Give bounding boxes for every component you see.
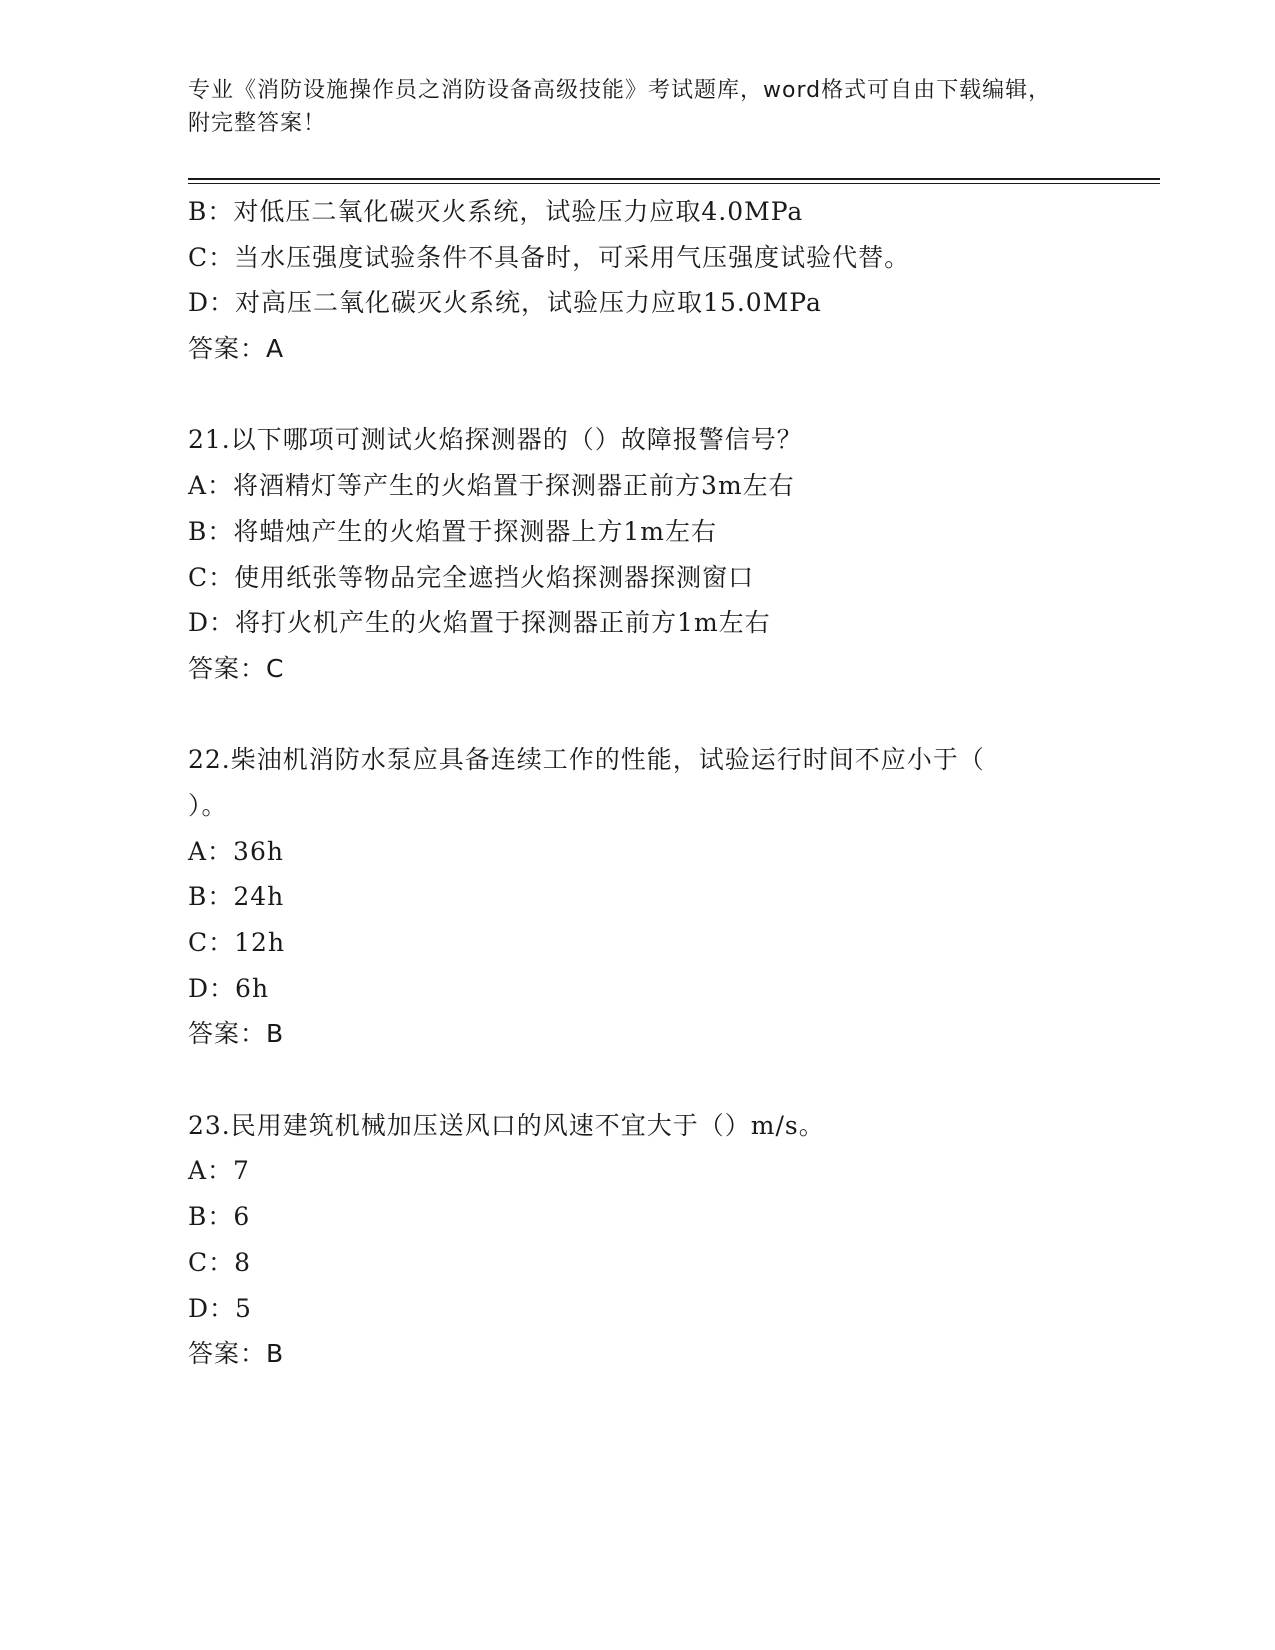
answer-line: 答案：A (188, 334, 285, 364)
answer-line: 答案：B (188, 1019, 285, 1049)
question-text: 21.以下哪项可测试火焰探测器的（）故障报警信号？ (188, 425, 803, 455)
option-b: B：6 (188, 1202, 251, 1232)
question-text-line-2: ）。 (188, 790, 228, 820)
option-a: A：将酒精灯等产生的火焰置于探测器正前方3m左右 (188, 471, 795, 501)
spacer (188, 1057, 1088, 1103)
question-text-line-1: 22.柴油机消防水泵应具备连续工作的性能，试验运行时间不应小于（ (188, 745, 985, 775)
header-divider-thick (188, 178, 1160, 180)
option-b: B：对低压二氧化碳灭火系统，试验压力应取4.0MPa (188, 197, 804, 226)
question-block-22 (188, 737, 1088, 1057)
answer-line: 答案：C (188, 653, 285, 683)
spacer (188, 692, 1088, 738)
option-d: D：5 (188, 1293, 252, 1323)
option-b: B：24h (188, 882, 285, 912)
header-divider-thin (188, 183, 1160, 184)
question-text: 23.民用建筑机械加压送风口的风速不宜大于（）m/s。 (188, 1110, 825, 1140)
option-d: D：将打火机产生的火焰置于探测器正前方1m左右 (188, 608, 771, 638)
option-d: D：对高压二氧化碳灭火系统，试验压力应取15.0MPa (188, 288, 822, 318)
question-block-23 (188, 1103, 1088, 1377)
document-header-title: 专业《消防设施操作员之消防设备高级技能》考试题库，word格式可自由下载编辑，附完整答案！ (188, 78, 1052, 136)
answer-line: 答案：B (188, 1339, 285, 1369)
option-d: D：6h (188, 973, 270, 1003)
option-a: A：7 (188, 1156, 250, 1186)
question-content (188, 189, 1088, 1377)
option-c: C：8 (188, 1247, 252, 1277)
option-c: C：使用纸张等物品完全遮挡火焰探测器探测窗口 (188, 562, 755, 592)
option-b: B：将蜡烛产生的火焰置于探测器上方1m左右 (188, 516, 717, 546)
option-c: C：当水压强度试验条件不具备时，可采用气压强度试验代替。 (188, 242, 911, 272)
option-a: A：36h (188, 836, 284, 866)
option-c: C：12h (188, 928, 286, 957)
spacer (188, 372, 1088, 418)
question-block-21 (188, 417, 1088, 691)
question-block-previous (188, 189, 1088, 372)
